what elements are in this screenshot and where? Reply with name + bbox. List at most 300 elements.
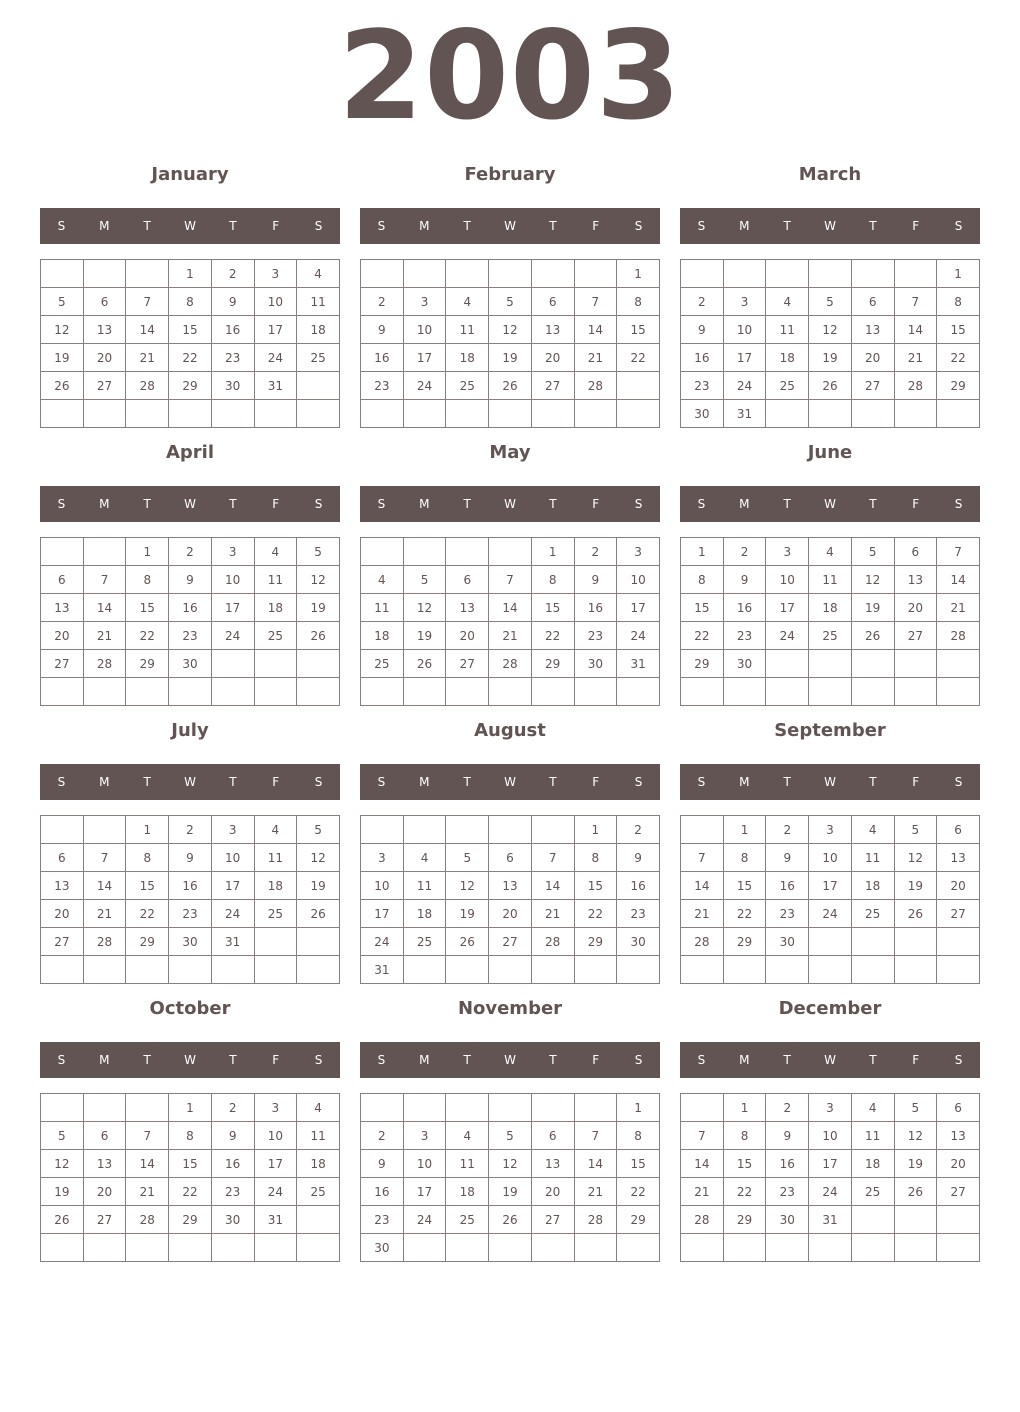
day-cell <box>403 538 446 566</box>
day-cell <box>723 1234 766 1262</box>
week-row <box>41 316 340 344</box>
day-cell: 4 <box>851 816 894 844</box>
day-cell: 28 <box>574 372 617 400</box>
weekday-label: F <box>912 1053 920 1067</box>
day-cell: 15 <box>169 1150 212 1178</box>
week-row <box>361 372 660 400</box>
day-cell: 14 <box>531 872 574 900</box>
day-cell: 6 <box>41 844 84 872</box>
day-cell <box>361 1094 404 1122</box>
day-cell: 22 <box>681 622 724 650</box>
day-cell: 20 <box>531 344 574 372</box>
day-cell: 22 <box>531 622 574 650</box>
day-cell: 30 <box>681 400 724 428</box>
day-cell: 9 <box>169 844 212 872</box>
week-row <box>41 400 340 428</box>
week-row <box>41 594 340 622</box>
weekday-label: W <box>504 497 516 511</box>
weekday-label: S <box>954 497 963 511</box>
day-cell: 28 <box>681 928 724 956</box>
day-cell: 26 <box>809 372 852 400</box>
day-cell: 10 <box>617 566 660 594</box>
day-cell: 2 <box>211 260 254 288</box>
week-row <box>681 260 980 288</box>
weekday-label: M <box>739 775 750 789</box>
day-cell: 28 <box>574 1206 617 1234</box>
weekday-label: S <box>634 1053 643 1067</box>
day-cell: 25 <box>254 622 297 650</box>
day-cell: 12 <box>489 1150 532 1178</box>
day-cell: 24 <box>809 900 852 928</box>
day-cell: 17 <box>617 594 660 622</box>
day-cell: 28 <box>681 1206 724 1234</box>
day-cell <box>809 1234 852 1262</box>
day-grid <box>680 259 980 428</box>
day-cell: 19 <box>489 344 532 372</box>
day-cell: 5 <box>489 288 532 316</box>
week-row <box>41 678 340 706</box>
week-row <box>41 1094 340 1122</box>
day-cell: 26 <box>297 622 340 650</box>
day-cell: 11 <box>809 566 852 594</box>
weekday-label: M <box>99 219 110 233</box>
day-cell: 5 <box>41 288 84 316</box>
day-cell: 25 <box>446 372 489 400</box>
day-cell <box>723 678 766 706</box>
day-cell: 24 <box>723 372 766 400</box>
day-cell: 9 <box>723 566 766 594</box>
day-cell: 14 <box>489 594 532 622</box>
day-cell: 17 <box>211 872 254 900</box>
day-cell <box>297 678 340 706</box>
day-cell <box>403 678 446 706</box>
weekday-label: W <box>504 775 516 789</box>
day-cell: 12 <box>297 844 340 872</box>
day-cell: 15 <box>617 1150 660 1178</box>
day-cell: 1 <box>617 1094 660 1122</box>
day-cell: 1 <box>126 538 169 566</box>
week-row <box>361 622 660 650</box>
day-cell: 12 <box>446 872 489 900</box>
week-row <box>361 1178 660 1206</box>
week-row <box>361 844 660 872</box>
month-title: November <box>457 998 563 1019</box>
day-cell: 13 <box>83 1150 126 1178</box>
day-cell <box>211 678 254 706</box>
day-cell: 16 <box>361 344 404 372</box>
day-cell <box>574 400 617 428</box>
day-cell <box>403 816 446 844</box>
day-cell: 10 <box>403 316 446 344</box>
week-row <box>361 316 660 344</box>
day-cell: 3 <box>766 538 809 566</box>
weekday-label: S <box>634 497 643 511</box>
day-cell: 17 <box>403 1178 446 1206</box>
weekday-header <box>40 764 340 800</box>
day-cell: 4 <box>403 844 446 872</box>
week-row <box>361 1234 660 1262</box>
week-row <box>681 344 980 372</box>
day-cell: 7 <box>83 844 126 872</box>
day-cell: 29 <box>531 650 574 678</box>
day-cell: 6 <box>83 288 126 316</box>
weekday-header <box>680 208 980 244</box>
day-cell: 28 <box>126 372 169 400</box>
day-cell: 25 <box>809 622 852 650</box>
day-cell <box>531 400 574 428</box>
day-cell: 20 <box>83 344 126 372</box>
week-row <box>681 1206 980 1234</box>
day-cell: 23 <box>211 344 254 372</box>
day-cell: 20 <box>937 872 980 900</box>
day-cell: 4 <box>254 816 297 844</box>
week-row <box>41 844 340 872</box>
weekday-label: T <box>869 775 877 789</box>
day-cell <box>574 1094 617 1122</box>
weekday-label: T <box>549 1053 557 1067</box>
day-cell: 17 <box>723 344 766 372</box>
month-october <box>40 997 340 1267</box>
day-cell <box>361 816 404 844</box>
day-cell: 20 <box>41 900 84 928</box>
day-cell: 14 <box>126 1150 169 1178</box>
month-title: July <box>171 720 209 741</box>
weekday-label: S <box>57 775 66 789</box>
weekday-label: M <box>419 775 430 789</box>
day-cell <box>297 650 340 678</box>
day-cell <box>937 928 980 956</box>
day-cell: 9 <box>617 844 660 872</box>
day-cell <box>489 1094 532 1122</box>
month-march <box>680 163 980 433</box>
day-cell <box>297 1206 340 1234</box>
day-cell <box>531 956 574 984</box>
day-cell: 8 <box>169 1122 212 1150</box>
day-cell <box>41 1234 84 1262</box>
day-cell: 19 <box>894 872 937 900</box>
day-cell: 30 <box>766 928 809 956</box>
day-cell: 18 <box>446 344 489 372</box>
day-cell <box>446 816 489 844</box>
day-cell: 3 <box>403 1122 446 1150</box>
day-cell <box>617 1234 660 1262</box>
day-cell: 5 <box>489 1122 532 1150</box>
month-title: October <box>149 998 231 1019</box>
day-cell: 11 <box>403 872 446 900</box>
day-cell: 16 <box>169 872 212 900</box>
day-cell: 28 <box>937 622 980 650</box>
day-cell: 1 <box>531 538 574 566</box>
day-cell: 13 <box>894 566 937 594</box>
day-cell: 3 <box>254 1094 297 1122</box>
weekday-label: T <box>463 775 471 789</box>
day-cell: 22 <box>574 900 617 928</box>
day-cell: 30 <box>723 650 766 678</box>
day-cell: 23 <box>169 900 212 928</box>
day-cell: 19 <box>489 1178 532 1206</box>
day-cell: 28 <box>83 928 126 956</box>
weekday-label: T <box>143 497 151 511</box>
day-cell <box>766 400 809 428</box>
day-cell: 4 <box>446 288 489 316</box>
day-cell <box>766 956 809 984</box>
day-cell: 22 <box>126 900 169 928</box>
day-cell: 26 <box>489 1206 532 1234</box>
weekday-label: M <box>419 1053 430 1067</box>
day-cell: 11 <box>361 594 404 622</box>
day-cell <box>126 1094 169 1122</box>
weekday-header <box>360 764 660 800</box>
day-cell: 11 <box>254 844 297 872</box>
day-cell: 25 <box>297 1178 340 1206</box>
day-cell: 24 <box>809 1178 852 1206</box>
day-cell: 27 <box>937 900 980 928</box>
day-cell: 23 <box>574 622 617 650</box>
day-cell: 13 <box>937 1122 980 1150</box>
month-title: December <box>778 998 882 1019</box>
day-cell: 11 <box>446 316 489 344</box>
day-cell <box>446 956 489 984</box>
day-cell: 6 <box>83 1122 126 1150</box>
day-cell: 27 <box>851 372 894 400</box>
day-cell: 10 <box>766 566 809 594</box>
day-cell: 28 <box>531 928 574 956</box>
day-cell <box>617 372 660 400</box>
day-cell: 7 <box>489 566 532 594</box>
day-cell <box>851 1234 894 1262</box>
day-cell <box>126 260 169 288</box>
weekday-label: F <box>272 219 280 233</box>
day-cell: 4 <box>766 288 809 316</box>
day-cell: 17 <box>211 594 254 622</box>
week-row <box>681 316 980 344</box>
weekday-label: F <box>592 775 600 789</box>
day-cell: 16 <box>211 316 254 344</box>
weekday-label: M <box>419 219 430 233</box>
day-cell: 27 <box>83 1206 126 1234</box>
day-cell: 28 <box>894 372 937 400</box>
week-row <box>41 344 340 372</box>
month-april <box>40 441 340 711</box>
day-cell: 7 <box>531 844 574 872</box>
day-cell: 20 <box>83 1178 126 1206</box>
day-cell <box>83 1094 126 1122</box>
day-cell: 14 <box>83 872 126 900</box>
day-cell <box>851 956 894 984</box>
day-cell: 5 <box>851 538 894 566</box>
day-cell: 3 <box>254 260 297 288</box>
week-row <box>681 566 980 594</box>
week-row <box>41 1150 340 1178</box>
day-cell: 21 <box>126 1178 169 1206</box>
weekday-label: S <box>697 1053 706 1067</box>
day-cell <box>254 928 297 956</box>
day-cell: 9 <box>211 288 254 316</box>
weekday-label: T <box>229 219 237 233</box>
day-cell: 27 <box>489 928 532 956</box>
day-cell: 4 <box>851 1094 894 1122</box>
day-cell: 22 <box>723 1178 766 1206</box>
day-cell <box>403 400 446 428</box>
day-cell: 15 <box>937 316 980 344</box>
weekday-label: W <box>824 497 836 511</box>
day-cell: 18 <box>851 872 894 900</box>
week-row <box>681 650 980 678</box>
month-august <box>360 719 660 989</box>
day-cell: 15 <box>723 1150 766 1178</box>
day-cell: 8 <box>681 566 724 594</box>
day-cell <box>489 1234 532 1262</box>
day-cell: 24 <box>766 622 809 650</box>
day-cell <box>254 678 297 706</box>
weekday-label: T <box>549 497 557 511</box>
day-cell: 19 <box>809 344 852 372</box>
day-cell: 12 <box>894 844 937 872</box>
day-cell: 31 <box>809 1206 852 1234</box>
weekday-label: M <box>99 497 110 511</box>
day-cell: 1 <box>126 816 169 844</box>
day-cell: 1 <box>574 816 617 844</box>
day-cell: 15 <box>723 872 766 900</box>
weekday-label: F <box>912 775 920 789</box>
weekday-header <box>680 1042 980 1078</box>
day-cell: 14 <box>937 566 980 594</box>
day-cell: 28 <box>83 650 126 678</box>
day-cell: 27 <box>446 650 489 678</box>
day-cell: 10 <box>809 844 852 872</box>
day-cell: 26 <box>446 928 489 956</box>
week-row <box>41 1122 340 1150</box>
day-cell: 22 <box>126 622 169 650</box>
weekday-label: T <box>229 775 237 789</box>
week-row <box>681 678 980 706</box>
day-cell: 22 <box>937 344 980 372</box>
day-cell: 19 <box>851 594 894 622</box>
day-cell <box>254 400 297 428</box>
weekday-header <box>40 1042 340 1078</box>
day-cell <box>41 1094 84 1122</box>
day-cell: 12 <box>851 566 894 594</box>
weekday-label: F <box>912 219 920 233</box>
month-november <box>360 997 660 1267</box>
weekday-label: S <box>634 219 643 233</box>
week-row <box>361 1150 660 1178</box>
day-cell: 21 <box>574 1178 617 1206</box>
day-cell <box>489 538 532 566</box>
day-grid <box>40 1093 340 1262</box>
week-row <box>681 622 980 650</box>
day-cell <box>574 1234 617 1262</box>
day-cell: 4 <box>809 538 852 566</box>
day-cell <box>41 816 84 844</box>
day-cell: 13 <box>531 316 574 344</box>
day-cell: 6 <box>937 1094 980 1122</box>
day-cell: 5 <box>297 816 340 844</box>
day-cell: 13 <box>531 1150 574 1178</box>
weekday-label: M <box>739 1053 750 1067</box>
day-cell <box>126 1234 169 1262</box>
week-row <box>681 1178 980 1206</box>
weekday-label: S <box>377 775 386 789</box>
day-cell <box>937 400 980 428</box>
week-row <box>41 622 340 650</box>
weekday-label: T <box>143 219 151 233</box>
weekday-label: S <box>954 219 963 233</box>
week-row <box>681 1122 980 1150</box>
day-cell <box>211 650 254 678</box>
day-grid <box>40 259 340 428</box>
day-cell <box>937 1234 980 1262</box>
day-cell <box>446 1234 489 1262</box>
day-cell: 11 <box>297 288 340 316</box>
day-cell <box>126 400 169 428</box>
weekday-label: T <box>463 219 471 233</box>
day-cell <box>894 260 937 288</box>
week-row <box>361 1094 660 1122</box>
weekday-label: M <box>739 497 750 511</box>
day-cell <box>211 1234 254 1262</box>
weekday-label: T <box>783 775 791 789</box>
day-cell: 18 <box>297 1150 340 1178</box>
day-cell: 16 <box>617 872 660 900</box>
weekday-label: T <box>783 219 791 233</box>
day-cell: 12 <box>894 1122 937 1150</box>
day-cell: 28 <box>489 650 532 678</box>
day-cell: 19 <box>403 622 446 650</box>
day-cell: 27 <box>531 1206 574 1234</box>
day-cell: 25 <box>254 900 297 928</box>
day-cell <box>169 1234 212 1262</box>
day-cell <box>41 678 84 706</box>
weekday-label: W <box>184 775 196 789</box>
day-cell: 15 <box>169 316 212 344</box>
day-cell: 22 <box>169 1178 212 1206</box>
day-cell: 23 <box>211 1178 254 1206</box>
week-row <box>361 900 660 928</box>
week-row <box>681 594 980 622</box>
day-cell: 12 <box>297 566 340 594</box>
week-row <box>681 1150 980 1178</box>
day-cell <box>894 650 937 678</box>
day-cell: 16 <box>723 594 766 622</box>
day-cell: 23 <box>681 372 724 400</box>
week-row <box>361 956 660 984</box>
day-cell: 10 <box>809 1122 852 1150</box>
weekday-label: W <box>824 775 836 789</box>
day-cell <box>297 372 340 400</box>
day-cell: 26 <box>41 1206 84 1234</box>
day-cell: 23 <box>617 900 660 928</box>
month-title: March <box>798 164 862 185</box>
day-cell <box>809 260 852 288</box>
day-cell: 14 <box>83 594 126 622</box>
day-cell: 23 <box>723 622 766 650</box>
day-cell: 17 <box>254 1150 297 1178</box>
weekday-label: T <box>549 219 557 233</box>
day-cell <box>489 678 532 706</box>
day-cell <box>766 260 809 288</box>
month-january <box>40 163 340 433</box>
day-cell: 3 <box>809 1094 852 1122</box>
day-cell <box>169 678 212 706</box>
day-cell: 19 <box>446 900 489 928</box>
day-cell: 21 <box>937 594 980 622</box>
day-cell: 30 <box>169 928 212 956</box>
day-cell: 31 <box>254 372 297 400</box>
day-cell: 10 <box>254 1122 297 1150</box>
day-cell: 5 <box>41 1122 84 1150</box>
day-cell: 2 <box>169 816 212 844</box>
